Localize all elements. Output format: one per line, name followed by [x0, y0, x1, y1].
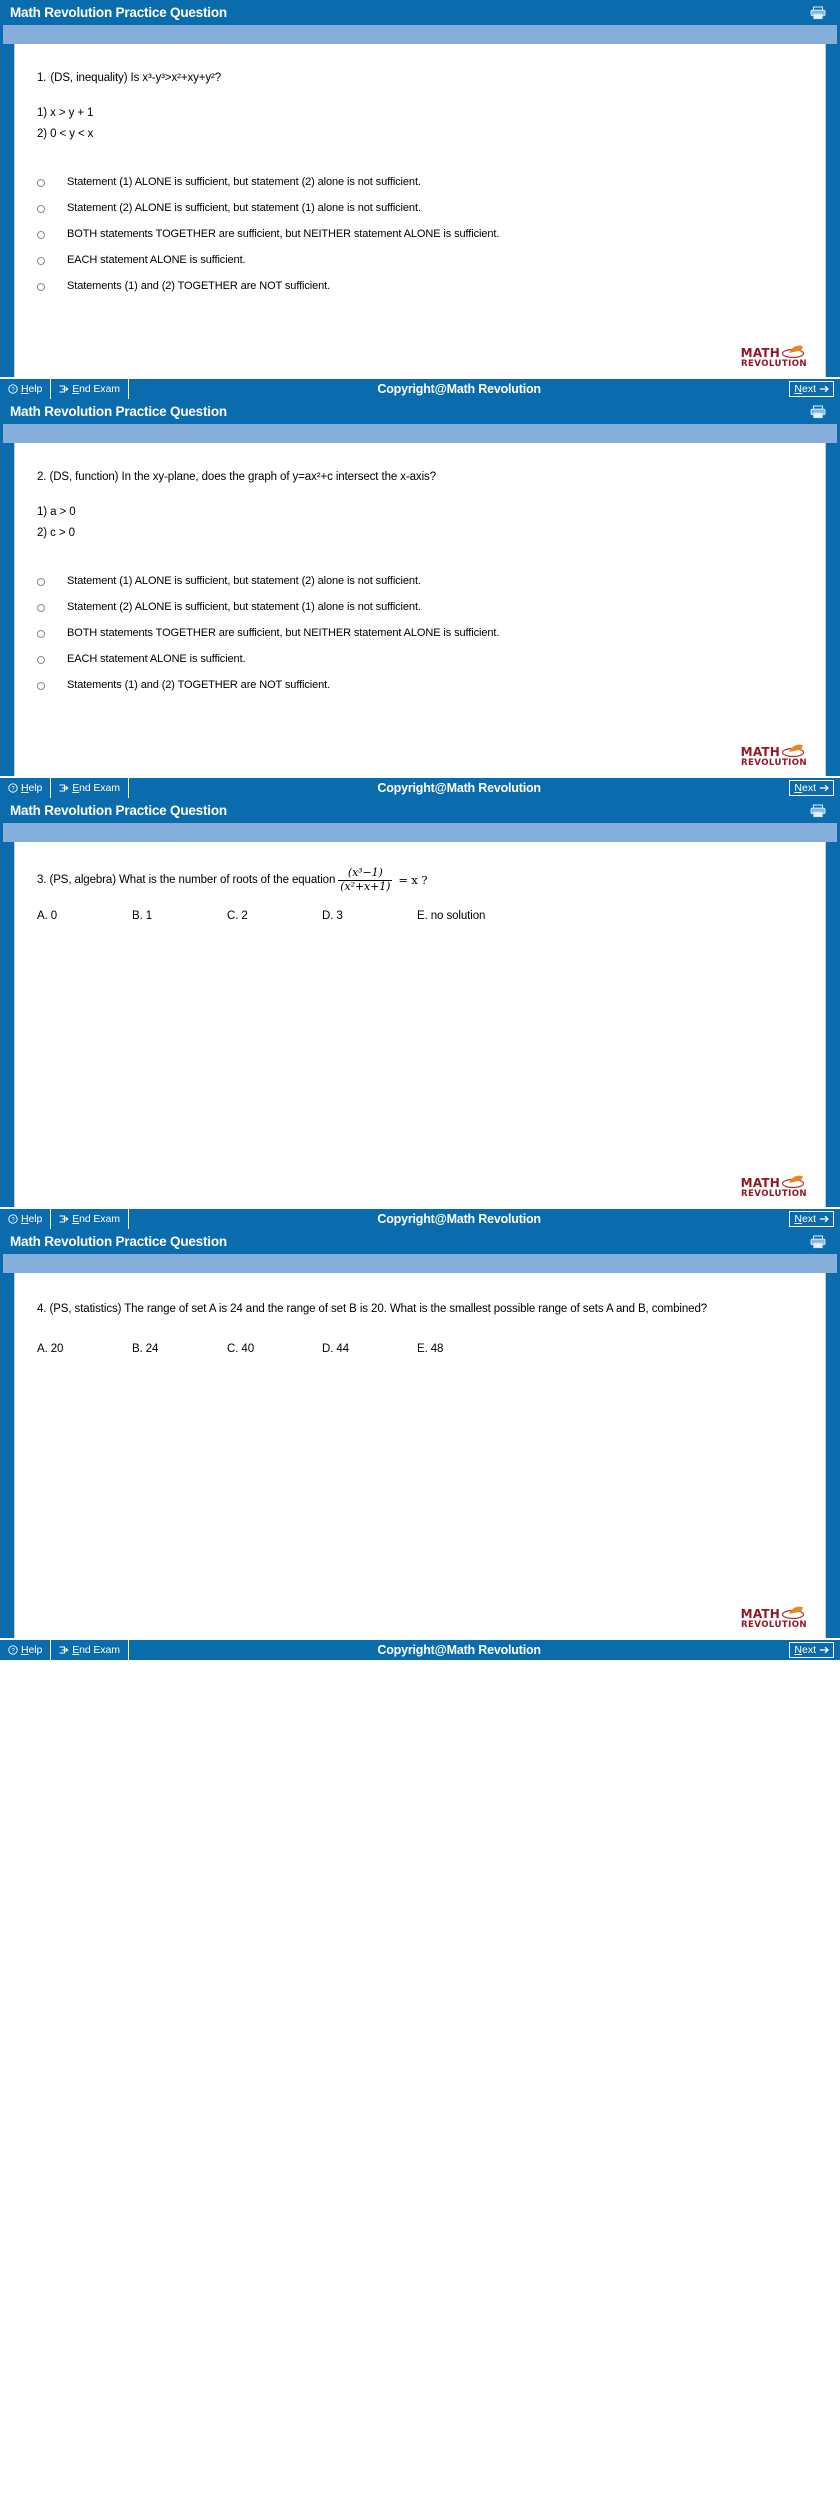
copyright-text: Copyright@Math Revolution — [377, 1212, 541, 1226]
radio-button[interactable] — [37, 205, 45, 213]
choice-d[interactable]: D. 44 — [322, 1342, 349, 1355]
radio-button[interactable] — [37, 231, 45, 239]
choice-a[interactable]: A. 20 — [37, 1342, 64, 1355]
copyright-text: Copyright@Math Revolution — [377, 382, 541, 396]
panel-body-4 — [0, 1273, 840, 1638]
svg-text:?: ? — [11, 786, 15, 793]
fraction — [338, 867, 392, 893]
radio-button[interactable] — [37, 656, 45, 664]
bottom-toolbar-3 — [0, 1207, 840, 1229]
fraction-numerator: (x³−1) — [347, 866, 383, 879]
question-panel-2 — [0, 399, 840, 798]
printer-icon[interactable] — [810, 405, 826, 419]
choice-row[interactable] — [37, 652, 805, 666]
radio-button[interactable] — [37, 179, 45, 187]
panel-body-1 — [0, 44, 840, 377]
next-label: Next — [794, 782, 816, 794]
statement-2: 2) c > 0 — [37, 527, 75, 540]
radio-button[interactable] — [37, 578, 45, 586]
panel-subbar-1 — [0, 25, 840, 44]
question-circle-icon — [8, 1214, 18, 1224]
next-label: Next — [794, 383, 816, 395]
panel-body-2 — [0, 443, 840, 776]
choice-c[interactable]: C. 2 — [227, 910, 248, 923]
logo-swoosh-icon — [781, 743, 807, 758]
end-exam-label: End Exam — [72, 782, 120, 794]
panel-header-3 — [0, 798, 840, 823]
help-label: Help — [21, 383, 43, 395]
bottom-toolbar-2 — [0, 776, 840, 798]
svg-text:?: ? — [11, 387, 15, 394]
radio-button[interactable] — [37, 283, 45, 291]
question-prompt — [37, 469, 805, 487]
choice-row[interactable] — [37, 201, 805, 215]
logo-math-text: MATH — [740, 346, 780, 361]
choice-row[interactable] — [37, 227, 805, 241]
copyright-text: Copyright@Math Revolution — [377, 781, 541, 795]
exit-arrow-icon — [59, 1645, 69, 1655]
radio-button[interactable] — [37, 604, 45, 612]
question-text: (DS, inequality) Is x³-y³>x²+xy+y²? — [50, 72, 222, 84]
answer-choices — [37, 175, 805, 292]
choice-row[interactable] — [37, 626, 805, 640]
next-button[interactable] — [789, 1211, 834, 1227]
arrow-right-icon — [819, 783, 829, 793]
end-exam-label: End Exam — [72, 383, 120, 395]
choice-a[interactable]: A. 0 — [37, 910, 58, 923]
logo-revolution-text: REVOLUTION — [741, 1189, 807, 1200]
logo-swoosh-icon — [781, 1174, 807, 1189]
choice-row[interactable] — [37, 279, 805, 293]
help-button[interactable] — [0, 1209, 51, 1229]
panel-header-4 — [0, 1229, 840, 1254]
question-panel-3 — [0, 798, 840, 1229]
arrow-right-icon — [819, 1645, 829, 1655]
end-exam-button[interactable] — [50, 379, 129, 399]
question-text: 2. (DS, function) In the xy-plane, does the graph of y=ax²+c intersect the x-axis? — [37, 471, 436, 483]
question-text-post: = x ? — [398, 873, 428, 888]
end-exam-button[interactable] — [50, 1209, 129, 1229]
arrow-right-icon — [819, 384, 829, 394]
choice-label: EACH statement ALONE is sufficient. — [67, 652, 246, 665]
choice-label: Statement (1) ALONE is sufficient, but statement (2) alone is not sufficient. — [67, 176, 421, 189]
radio-button[interactable] — [37, 257, 45, 265]
choice-b[interactable]: B. 24 — [132, 1342, 159, 1355]
question-panel-4 — [0, 1229, 840, 1660]
choice-label: BOTH statements TOGETHER are sufficient, but NEITHER statement ALONE is sufficient. — [67, 227, 500, 240]
question-circle-icon — [8, 783, 18, 793]
end-exam-button[interactable] — [50, 1640, 129, 1660]
end-exam-button[interactable] — [50, 778, 129, 798]
page-title: Math Revolution Practice Question — [10, 5, 227, 20]
logo-revolution-text: REVOLUTION — [741, 758, 807, 769]
help-button[interactable] — [0, 778, 51, 798]
panel-body-3 — [0, 842, 840, 1207]
choice-c[interactable]: C. 40 — [227, 1342, 254, 1355]
page-title: Math Revolution Practice Question — [10, 803, 227, 818]
choice-label: Statements (1) and (2) TOGETHER are NOT sufficient. — [67, 678, 331, 691]
choice-d[interactable]: D. 3 — [322, 910, 343, 923]
panel-subbar-3 — [0, 823, 840, 842]
page-title: Math Revolution Practice Question — [10, 404, 227, 419]
help-button[interactable] — [0, 1640, 51, 1660]
choice-e[interactable]: E. no solution — [417, 910, 486, 923]
printer-icon[interactable] — [810, 1235, 826, 1249]
statement-2: 2) 0 < y < x — [37, 128, 94, 141]
next-label: Next — [794, 1644, 816, 1656]
arrow-right-icon — [819, 1214, 829, 1224]
copyright-text: Copyright@Math Revolution — [377, 1643, 541, 1657]
choice-row[interactable] — [37, 678, 805, 692]
end-exam-label: End Exam — [72, 1644, 120, 1656]
choice-row[interactable] — [37, 253, 805, 267]
statement-1: 1) x > y + 1 — [37, 106, 94, 119]
logo-revolution-text: REVOLUTION — [741, 359, 807, 370]
question-text-pre: 3. (PS, algebra) What is the number of roots of the equation — [37, 874, 336, 887]
question-circle-icon — [8, 1645, 18, 1655]
help-label: Help — [21, 1213, 43, 1225]
question-panel-1 — [0, 0, 840, 399]
answer-choices — [37, 574, 805, 691]
bottom-toolbar-1 — [0, 377, 840, 399]
choice-row[interactable] — [37, 175, 805, 189]
next-button[interactable] — [789, 1642, 834, 1658]
statement-list — [37, 502, 805, 545]
answer-choices — [37, 910, 805, 922]
logo-swoosh-icon — [781, 1605, 807, 1620]
panel-header-1 — [0, 0, 840, 25]
next-label: Next — [794, 1213, 816, 1225]
logo-math-text: MATH — [740, 1176, 780, 1191]
help-label: Help — [21, 782, 43, 794]
answer-choices — [37, 1343, 805, 1355]
exit-arrow-icon — [59, 1214, 69, 1224]
choice-row[interactable] — [37, 600, 805, 614]
choice-label: Statements (1) and (2) TOGETHER are NOT sufficient. — [67, 279, 331, 292]
panel-subbar-4 — [0, 1254, 840, 1273]
question-prompt — [37, 868, 805, 894]
choice-label: EACH statement ALONE is sufficient. — [67, 253, 246, 266]
radio-button[interactable] — [37, 682, 45, 690]
end-exam-label: End Exam — [72, 1213, 120, 1225]
choice-b[interactable]: B. 1 — [132, 910, 153, 923]
fraction-denominator: (x²+x+1) — [340, 879, 391, 893]
question-prompt: 1. (DS, inequality) Is x³-y³>x²+xy+y²? — [37, 72, 222, 84]
logo-math-text: MATH — [740, 745, 780, 760]
next-button[interactable] — [789, 381, 834, 397]
choice-label: Statement (1) ALONE is sufficient, but statement (2) alone is not sufficient. — [67, 575, 421, 588]
question-prompt: 4. (PS, statistics) The range of set A is 24 and the range of set B is 20. What is the smallest possible range of sets A and B, combined? — [37, 1303, 708, 1315]
printer-icon[interactable] — [810, 6, 826, 20]
svg-text:?: ? — [11, 1217, 15, 1224]
logo-math-text: MATH — [740, 1607, 780, 1622]
help-label: Help — [21, 1644, 43, 1656]
page-title: Math Revolution Practice Question — [10, 1234, 227, 1249]
radio-button[interactable] — [37, 630, 45, 638]
help-button[interactable] — [0, 379, 51, 399]
printer-icon[interactable] — [810, 804, 826, 818]
panel-header-2 — [0, 399, 840, 424]
statement-1: 1) a > 0 — [37, 505, 76, 518]
logo-swoosh-icon — [781, 344, 807, 359]
exit-arrow-icon — [59, 384, 69, 394]
statement-list — [37, 103, 805, 146]
svg-text:?: ? — [11, 1648, 15, 1655]
exit-arrow-icon — [59, 783, 69, 793]
help-rest: elp — [28, 383, 43, 395]
question-circle-icon — [8, 384, 18, 394]
panel-subbar-2 — [0, 424, 840, 443]
next-button[interactable] — [789, 780, 834, 796]
choice-row[interactable] — [37, 574, 805, 588]
choice-label: BOTH statements TOGETHER are sufficient, but NEITHER statement ALONE is sufficient. — [67, 626, 500, 639]
choice-label: Statement (2) ALONE is sufficient, but statement (1) alone is not sufficient. — [67, 601, 421, 614]
choice-label: Statement (2) ALONE is sufficient, but statement (1) alone is not sufficient. — [67, 202, 421, 215]
choice-e[interactable]: E. 48 — [417, 1342, 444, 1355]
math-revolution-logo — [733, 1605, 807, 1630]
math-revolution-logo — [733, 743, 807, 768]
logo-revolution-text: REVOLUTION — [741, 1620, 807, 1631]
bottom-toolbar-4 — [0, 1638, 840, 1660]
math-revolution-logo — [733, 344, 807, 369]
math-revolution-logo — [733, 1174, 807, 1199]
